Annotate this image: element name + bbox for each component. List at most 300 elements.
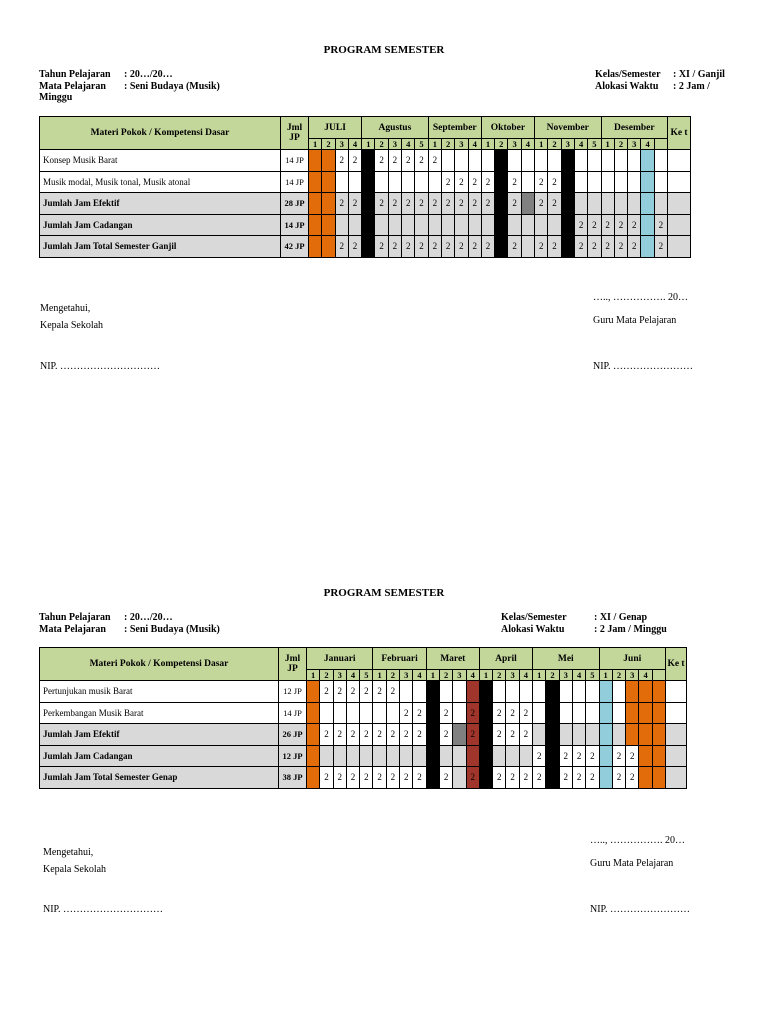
week-cell: 2 — [360, 681, 373, 703]
week-cell — [373, 745, 386, 767]
week-number: 1 — [481, 139, 494, 150]
semester-table — [39, 116, 691, 258]
week-cell — [652, 745, 665, 767]
week-cell: 2 — [588, 214, 601, 236]
week-cell — [466, 745, 479, 767]
week-cell: 2 — [346, 724, 359, 746]
row-label: Pertunjukan musik Barat — [40, 681, 279, 703]
week-number: 1 — [479, 670, 492, 681]
week-cell — [521, 150, 534, 172]
sign-kepala: Kepala Sekolah — [40, 320, 104, 331]
month-header: JULI — [309, 117, 362, 139]
sign-right — [593, 289, 688, 329]
week-cell — [455, 214, 468, 236]
week-number: 2 — [612, 670, 625, 681]
row-ket — [668, 150, 691, 172]
week-number: 5 — [586, 670, 599, 681]
week-number: 4 — [468, 139, 481, 150]
week-cell: 2 — [441, 236, 454, 258]
week-cell — [548, 214, 561, 236]
week-number: 2 — [439, 670, 452, 681]
week-cell: 2 — [601, 214, 614, 236]
week-cell — [307, 745, 320, 767]
week-number: 1 — [426, 670, 439, 681]
week-cell — [453, 681, 466, 703]
week-cell: 2 — [559, 767, 572, 789]
week-cell — [508, 214, 521, 236]
week-cell — [333, 702, 346, 724]
week-number: 2 — [495, 139, 508, 150]
value-kelas: : XI / Genap — [594, 612, 648, 623]
week-cell — [654, 193, 667, 215]
week-number: 4 — [413, 670, 426, 681]
value-alokasi: : 2 Jam / Minggu — [594, 623, 667, 635]
week-cell — [360, 745, 373, 767]
week-cell: 2 — [548, 193, 561, 215]
week-number: 3 — [453, 670, 466, 681]
week-cell — [626, 681, 639, 703]
week-number: 3 — [626, 670, 639, 681]
week-cell — [481, 214, 494, 236]
week-number: 4 — [402, 139, 415, 150]
week-number: 4 — [641, 139, 654, 150]
week-cell — [309, 214, 322, 236]
label-tahun: Tahun Pelajaran — [39, 69, 111, 80]
week-number: 1 — [373, 670, 386, 681]
week-cell: 2 — [373, 767, 386, 789]
value-tahun: : 20…/20… — [124, 69, 173, 80]
week-cell — [628, 171, 641, 193]
week-cell: 2 — [333, 681, 346, 703]
week-cell — [574, 171, 587, 193]
week-cell — [572, 702, 585, 724]
week-cell — [626, 702, 639, 724]
week-cell — [426, 681, 439, 703]
week-cell — [493, 745, 506, 767]
week-cell — [521, 236, 534, 258]
week-cell: 2 — [413, 702, 426, 724]
week-cell — [533, 702, 546, 724]
week-cell — [495, 171, 508, 193]
week-cell — [426, 767, 439, 789]
week-number: 1 — [362, 139, 375, 150]
week-cell: 2 — [468, 236, 481, 258]
week-cell: 2 — [415, 193, 428, 215]
nip-right: NIP. …………………… — [590, 904, 691, 915]
week-cell: 2 — [413, 767, 426, 789]
week-cell — [652, 681, 665, 703]
sign-mengetahui: Mengetahui, — [43, 847, 94, 858]
week-cell — [599, 724, 612, 746]
week-number: 4 — [574, 139, 587, 150]
week-cell: 2 — [428, 150, 441, 172]
row-jp: 38 JP — [279, 767, 307, 789]
nip-left: NIP. ………………………… — [43, 904, 164, 915]
week-cell: 2 — [586, 745, 599, 767]
week-cell — [626, 724, 639, 746]
week-cell — [599, 745, 612, 767]
week-cell: 2 — [614, 236, 627, 258]
week-cell: 2 — [441, 171, 454, 193]
week-cell — [533, 681, 546, 703]
week-cell — [307, 702, 320, 724]
week-cell — [360, 702, 373, 724]
value-alokasi: : 2 Jam / — [673, 80, 710, 92]
week-cell — [506, 745, 519, 767]
week-cell — [614, 150, 627, 172]
week-cell — [652, 724, 665, 746]
week-cell — [495, 236, 508, 258]
week-cell: 2 — [400, 724, 413, 746]
row-label: Jumlah Jam Total Semester Ganjil — [40, 236, 281, 258]
week-cell: 2 — [455, 236, 468, 258]
week-cell — [362, 150, 375, 172]
week-cell — [375, 214, 388, 236]
table-row — [40, 745, 687, 767]
week-cell: 2 — [508, 236, 521, 258]
week-cell — [455, 150, 468, 172]
label-mapel: Mata Pelajaran — [39, 623, 106, 635]
week-cell: 2 — [346, 681, 359, 703]
value-kelas: : XI / Ganjil — [673, 69, 725, 80]
week-cell: 2 — [348, 150, 361, 172]
week-cell — [479, 767, 492, 789]
week-cell: 2 — [533, 767, 546, 789]
week-cell — [652, 702, 665, 724]
week-cell: 2 — [559, 745, 572, 767]
row-jp: 14 JP — [279, 702, 307, 724]
month-header: Agustus — [362, 117, 428, 139]
col-header-materi: Materi Pokok / Kompetensi Dasar — [40, 117, 281, 150]
week-number: 3 — [400, 670, 413, 681]
week-cell — [426, 745, 439, 767]
week-cell: 2 — [628, 214, 641, 236]
week-cell: 2 — [335, 193, 348, 215]
week-cell — [574, 150, 587, 172]
row-ket — [666, 681, 687, 703]
week-cell: 2 — [572, 767, 585, 789]
month-header: Mei — [533, 648, 599, 670]
row-ket — [666, 767, 687, 789]
row-ket — [668, 236, 691, 258]
week-cell — [561, 171, 574, 193]
week-cell: 2 — [481, 236, 494, 258]
week-cell — [400, 745, 413, 767]
week-cell: 2 — [360, 767, 373, 789]
week-cell — [441, 214, 454, 236]
week-cell — [599, 681, 612, 703]
week-cell — [320, 702, 333, 724]
week-number: 3 — [333, 670, 346, 681]
week-cell — [307, 767, 320, 789]
row-jp: 14 JP — [281, 214, 309, 236]
week-cell: 2 — [348, 193, 361, 215]
week-cell — [588, 171, 601, 193]
week-cell: 2 — [388, 150, 401, 172]
month-header: Juni — [599, 648, 665, 670]
week-cell — [641, 171, 654, 193]
header-right — [501, 612, 667, 635]
week-cell — [574, 193, 587, 215]
week-cell — [628, 150, 641, 172]
week-cell: 2 — [548, 236, 561, 258]
month-header: September — [428, 117, 481, 139]
week-cell — [413, 681, 426, 703]
table-row — [40, 681, 687, 703]
week-number: 1 — [309, 139, 322, 150]
week-cell — [322, 193, 335, 215]
week-cell: 2 — [468, 193, 481, 215]
week-cell — [479, 724, 492, 746]
week-cell — [588, 193, 601, 215]
week-number: 3 — [506, 670, 519, 681]
week-cell — [322, 150, 335, 172]
week-number: 4 — [346, 670, 359, 681]
week-cell: 2 — [439, 702, 452, 724]
week-cell — [533, 724, 546, 746]
week-cell — [493, 681, 506, 703]
week-cell: 2 — [506, 702, 519, 724]
header-left — [39, 612, 220, 635]
week-cell: 2 — [468, 171, 481, 193]
week-number: 2 — [320, 670, 333, 681]
week-cell: 2 — [588, 236, 601, 258]
week-number: 2 — [375, 139, 388, 150]
week-cell — [546, 724, 559, 746]
row-label: Konsep Musik Barat — [40, 150, 281, 172]
week-cell: 2 — [400, 767, 413, 789]
week-cell — [508, 150, 521, 172]
week-cell: 2 — [333, 724, 346, 746]
week-cell — [415, 171, 428, 193]
week-cell — [639, 745, 652, 767]
week-cell: 2 — [441, 193, 454, 215]
week-cell: 2 — [506, 724, 519, 746]
week-cell: 2 — [533, 745, 546, 767]
week-cell: 2 — [413, 724, 426, 746]
week-cell: 2 — [428, 236, 441, 258]
week-cell: 2 — [415, 150, 428, 172]
week-spacer — [654, 139, 667, 150]
week-cell: 2 — [508, 171, 521, 193]
week-cell — [466, 681, 479, 703]
week-cell: 2 — [574, 236, 587, 258]
month-header: Februari — [373, 648, 426, 670]
week-cell: 2 — [388, 193, 401, 215]
week-cell — [428, 214, 441, 236]
week-number: 1 — [601, 139, 614, 150]
week-cell: 2 — [335, 150, 348, 172]
week-number: 4 — [639, 670, 652, 681]
week-cell — [519, 681, 532, 703]
table-row — [40, 767, 687, 789]
week-number: 3 — [559, 670, 572, 681]
week-cell — [612, 702, 625, 724]
week-cell — [428, 171, 441, 193]
week-cell: 2 — [519, 702, 532, 724]
week-cell — [468, 150, 481, 172]
label-kelas: Kelas/Semester — [501, 612, 567, 623]
week-cell — [546, 767, 559, 789]
week-number: 3 — [335, 139, 348, 150]
week-cell — [572, 681, 585, 703]
week-spacer — [652, 670, 665, 681]
week-cell — [521, 193, 534, 215]
week-cell — [506, 681, 519, 703]
week-cell — [386, 702, 399, 724]
table-row — [40, 150, 691, 172]
week-cell — [453, 702, 466, 724]
label-minggu: Minggu — [39, 92, 73, 103]
week-cell — [333, 745, 346, 767]
week-cell — [561, 236, 574, 258]
week-cell: 2 — [535, 236, 548, 258]
month-header: Maret — [426, 648, 479, 670]
week-cell — [601, 150, 614, 172]
value-tahun: : 20…/20… — [124, 612, 173, 623]
col-header-jml: Jml JP — [279, 648, 307, 681]
week-cell — [652, 767, 665, 789]
week-cell — [519, 745, 532, 767]
week-cell — [322, 214, 335, 236]
week-number: 2 — [548, 139, 561, 150]
week-number: 2 — [546, 670, 559, 681]
row-label: Perkembangan Musik Barat — [40, 702, 279, 724]
week-cell: 2 — [654, 214, 667, 236]
week-number: 3 — [388, 139, 401, 150]
col-header-jml: Jml JP — [281, 117, 309, 150]
week-number: 3 — [628, 139, 641, 150]
sign-left — [40, 300, 103, 334]
week-cell: 2 — [612, 767, 625, 789]
row-ket — [668, 214, 691, 236]
week-cell — [441, 150, 454, 172]
row-label: Musik modal, Musik tonal, Musik atonal — [40, 171, 281, 193]
week-cell — [559, 702, 572, 724]
week-cell: 2 — [335, 236, 348, 258]
week-cell: 2 — [402, 193, 415, 215]
week-cell — [614, 193, 627, 215]
week-cell — [309, 150, 322, 172]
week-cell: 2 — [586, 767, 599, 789]
week-cell: 2 — [439, 767, 452, 789]
week-cell — [375, 171, 388, 193]
week-cell — [535, 150, 548, 172]
week-cell: 2 — [373, 724, 386, 746]
week-cell — [561, 150, 574, 172]
week-cell — [307, 724, 320, 746]
week-cell: 2 — [375, 193, 388, 215]
week-cell: 2 — [455, 193, 468, 215]
week-cell — [426, 702, 439, 724]
row-jp: 12 JP — [279, 745, 307, 767]
row-label: Jumlah Jam Cadangan — [40, 745, 279, 767]
week-cell — [546, 681, 559, 703]
week-cell: 2 — [481, 171, 494, 193]
week-cell: 2 — [375, 150, 388, 172]
week-cell: 2 — [626, 745, 639, 767]
week-cell — [362, 171, 375, 193]
week-cell — [320, 745, 333, 767]
week-cell — [639, 767, 652, 789]
label-kelas: Kelas/Semester — [595, 69, 661, 80]
week-number: 4 — [466, 670, 479, 681]
week-number: 1 — [533, 670, 546, 681]
week-number: 4 — [348, 139, 361, 150]
row-label: Jumlah Jam Total Semester Genap — [40, 767, 279, 789]
week-cell — [559, 724, 572, 746]
row-ket — [666, 724, 687, 746]
header-right — [595, 69, 725, 92]
week-cell — [599, 767, 612, 789]
label-mapel: Mata Pelajaran — [39, 80, 106, 92]
week-cell — [335, 214, 348, 236]
week-cell — [402, 214, 415, 236]
week-cell — [654, 150, 667, 172]
week-cell: 2 — [493, 767, 506, 789]
week-number: 2 — [322, 139, 335, 150]
week-cell — [413, 745, 426, 767]
sign-mengetahui: Mengetahui, — [40, 303, 91, 314]
week-number: 5 — [588, 139, 601, 150]
week-cell — [572, 724, 585, 746]
week-cell — [495, 214, 508, 236]
week-cell — [348, 214, 361, 236]
week-cell — [309, 193, 322, 215]
week-cell — [521, 171, 534, 193]
row-ket — [668, 171, 691, 193]
week-cell — [373, 702, 386, 724]
week-cell — [601, 193, 614, 215]
row-ket — [666, 702, 687, 724]
week-cell — [561, 214, 574, 236]
week-cell — [322, 236, 335, 258]
week-cell — [586, 681, 599, 703]
week-number: 3 — [561, 139, 574, 150]
week-cell — [453, 745, 466, 767]
week-cell — [641, 236, 654, 258]
week-cell: 2 — [455, 171, 468, 193]
week-cell: 2 — [402, 150, 415, 172]
row-label: Jumlah Jam Efektif — [40, 724, 279, 746]
label-alokasi: Alokasi Waktu — [501, 623, 565, 635]
week-cell: 2 — [508, 193, 521, 215]
week-cell: 2 — [574, 214, 587, 236]
week-cell — [612, 724, 625, 746]
week-cell: 2 — [346, 767, 359, 789]
header-left — [39, 69, 220, 104]
week-cell — [362, 236, 375, 258]
week-cell: 2 — [348, 236, 361, 258]
week-cell — [641, 193, 654, 215]
row-label: Jumlah Jam Cadangan — [40, 214, 281, 236]
week-cell: 2 — [535, 193, 548, 215]
week-number: 4 — [572, 670, 585, 681]
week-cell — [639, 724, 652, 746]
week-cell: 2 — [628, 236, 641, 258]
week-cell: 2 — [548, 171, 561, 193]
table-row — [40, 724, 687, 746]
col-header-ket: Ke t — [666, 648, 687, 681]
row-jp: 14 JP — [281, 150, 309, 172]
week-cell: 2 — [320, 724, 333, 746]
week-number: 5 — [360, 670, 373, 681]
week-cell: 2 — [466, 724, 479, 746]
week-cell: 2 — [386, 724, 399, 746]
page-title: PROGRAM SEMESTER — [323, 587, 445, 599]
week-number: 3 — [508, 139, 521, 150]
week-cell: 2 — [320, 767, 333, 789]
